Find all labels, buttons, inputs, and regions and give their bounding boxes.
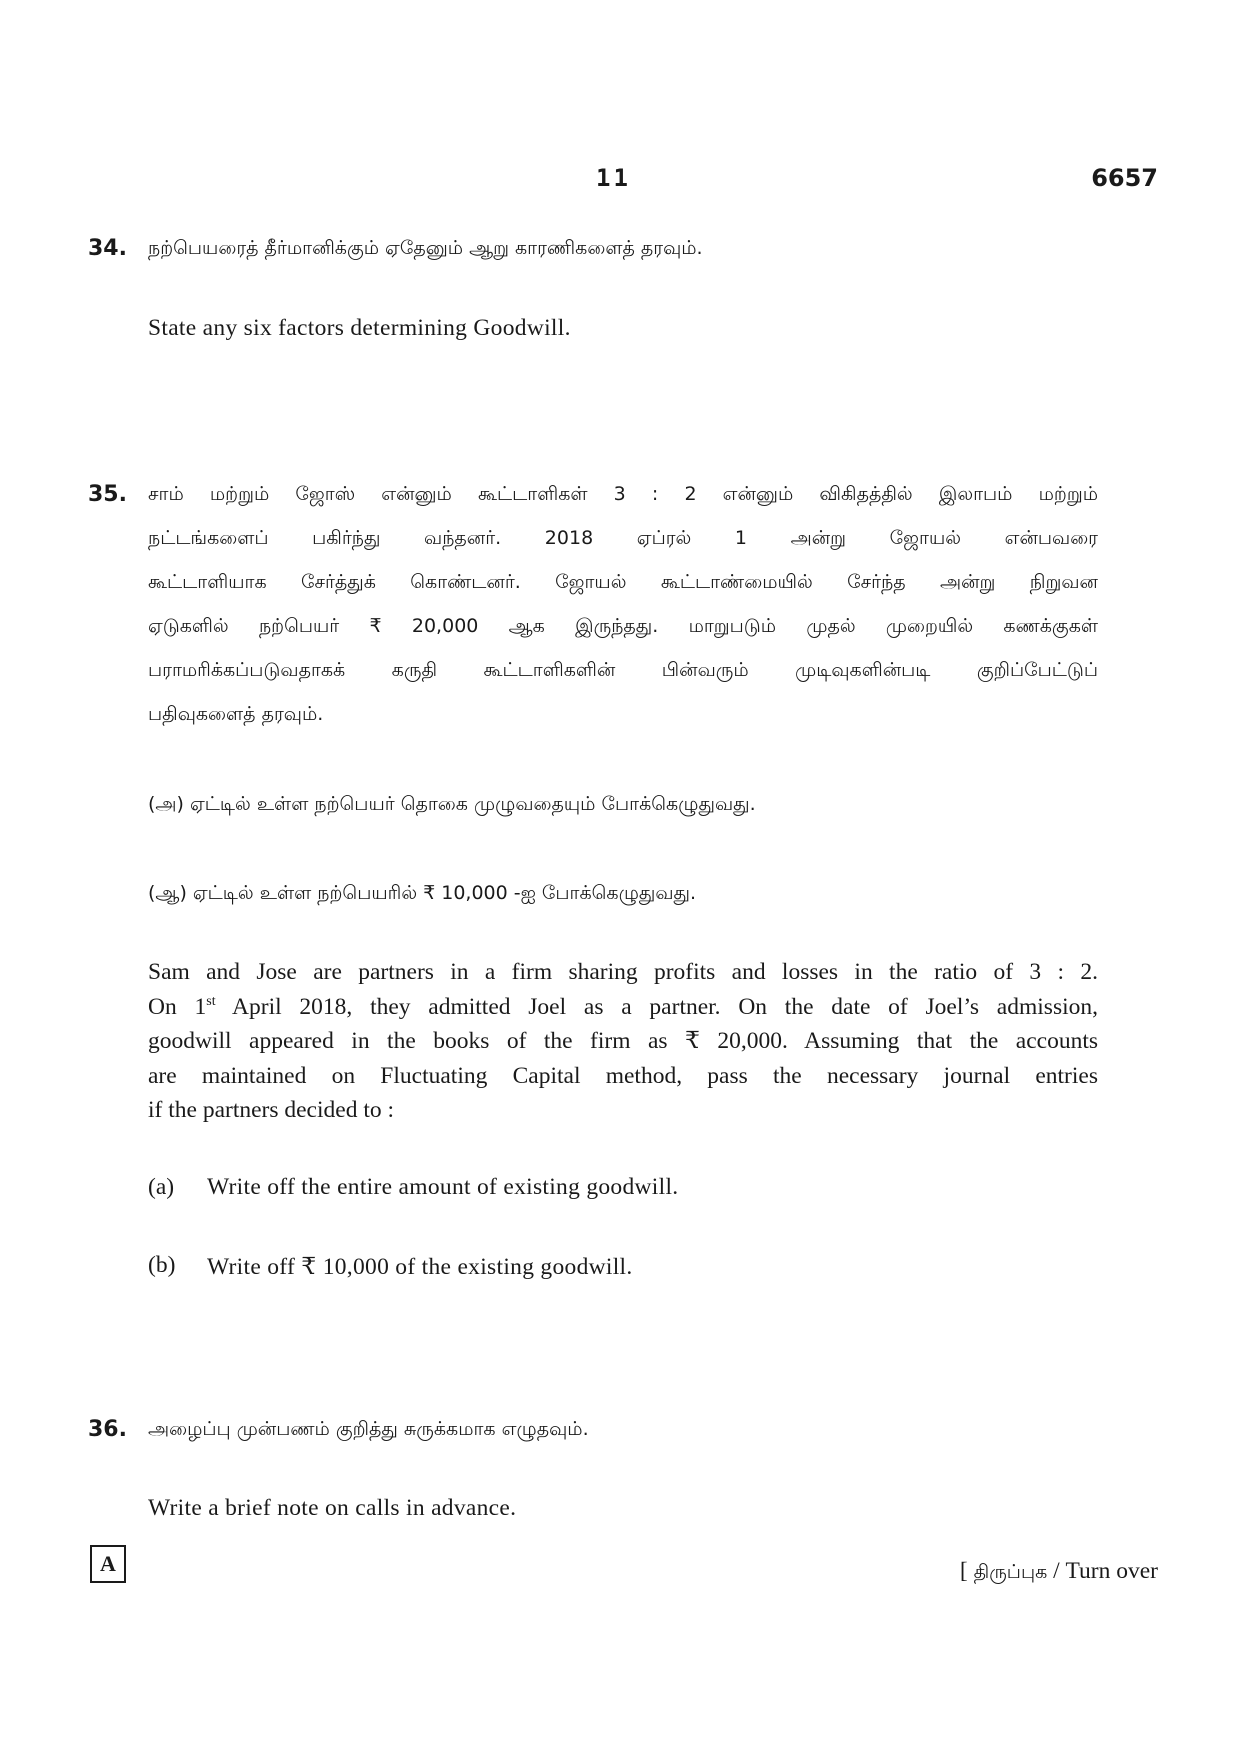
tamil-line: கூட்டாளியாக சேர்த்துக் கொண்டனர். ஜோயல் கூட்டாண்மையில் சேர்ந்த அன்று நிறுவன xyxy=(148,571,1098,593)
english-line: Sam and Jose are partners in a firm sharing profits and losses in the ratio of 3 : 2. xyxy=(148,959,1098,985)
english-line: are maintained on Fluctuating Capital method, pass the necessary journal entries xyxy=(148,1062,1098,1089)
paper-code: 6657 xyxy=(1091,164,1158,192)
question-35-english xyxy=(148,955,1098,1128)
english-line: if the partners decided to : xyxy=(148,1097,395,1123)
turn-over-tamil: திருப்புக xyxy=(973,1561,1048,1583)
option-a-text: Write off the entire amount of existing goodwill. xyxy=(207,1174,679,1200)
question-35-tamil xyxy=(148,472,1098,736)
question-34-tamil: நற்பெயரைத் தீர்மானிக்கும் ஏதேனும் ஆறு காரணிகளைத் தரவும். xyxy=(148,237,703,259)
english-line: goodwill appeared in the books of the firm as ₹ 20,000. Assuming that the accounts xyxy=(148,1028,1098,1054)
tamil-line: சாம் மற்றும் ஜோஸ் என்னும் கூட்டாளிகள் 3 : 2 என்னும் விகிதத்தில் இலாபம் மற்றும் xyxy=(148,483,1098,505)
option-b-label: (b) xyxy=(148,1252,176,1278)
option-a-label: (a) xyxy=(148,1174,175,1200)
question-34-english: State any six factors determining Goodwill. xyxy=(148,315,571,341)
option-b-text: Write off ₹ 10,000 of the existing goodwill. xyxy=(207,1254,633,1280)
series-box: A xyxy=(90,1545,126,1583)
question-36-number: 36. xyxy=(88,1417,127,1442)
english-line-2-start: On 1 xyxy=(148,993,207,1020)
tamil-line: பதிவுகளைத் தரவும். xyxy=(148,703,324,725)
english-line xyxy=(148,990,1098,1025)
question-35-tamil-option-b: (ஆ) ஏட்டில் உள்ள நற்பெயரில் ₹ 10,000 -ஐ போக்கெழுதுவது. xyxy=(148,882,697,904)
question-35-number: 35. xyxy=(88,482,127,507)
question-35-tamil-option-a: (அ) ஏட்டில் உள்ள நற்பெயர் தொகை முழுவதையும் போக்கெழுதுவது. xyxy=(148,793,756,815)
ordinal-suffix: st xyxy=(206,993,216,1009)
turn-over-note xyxy=(960,1558,1158,1586)
question-34-number: 34. xyxy=(88,236,127,261)
tamil-line: நட்டங்களைப் பகிர்ந்து வந்தனர். 2018 ஏப்ரல் 1 அன்று ஜோயல் என்பவரை xyxy=(148,527,1098,549)
tamil-line: பராமரிக்கப்படுவதாகக் கருதி கூட்டாளிகளின் பின்வரும் முடிவுகளின்படி குறிப்பேட்டுப் xyxy=(148,659,1098,681)
question-36-english: Write a brief note on calls in advance. xyxy=(148,1495,517,1521)
page-number: 11 xyxy=(596,164,631,192)
english-line-2-end: April 2018, they admitted Joel as a partner. On the date of Joel’s admission, xyxy=(215,993,1098,1020)
turn-over-english: / Turn over xyxy=(1047,1558,1158,1584)
tamil-line: ஏடுகளில் நற்பெயர் ₹ 20,000 ஆக இருந்தது. மாறுபடும் முதல் முறையில் கணக்குகள் xyxy=(148,615,1098,637)
question-36-tamil: அழைப்பு முன்பணம் குறித்து சுருக்கமாக எழுதவும். xyxy=(148,1418,589,1440)
turn-over-bracket: [ xyxy=(959,1558,974,1584)
